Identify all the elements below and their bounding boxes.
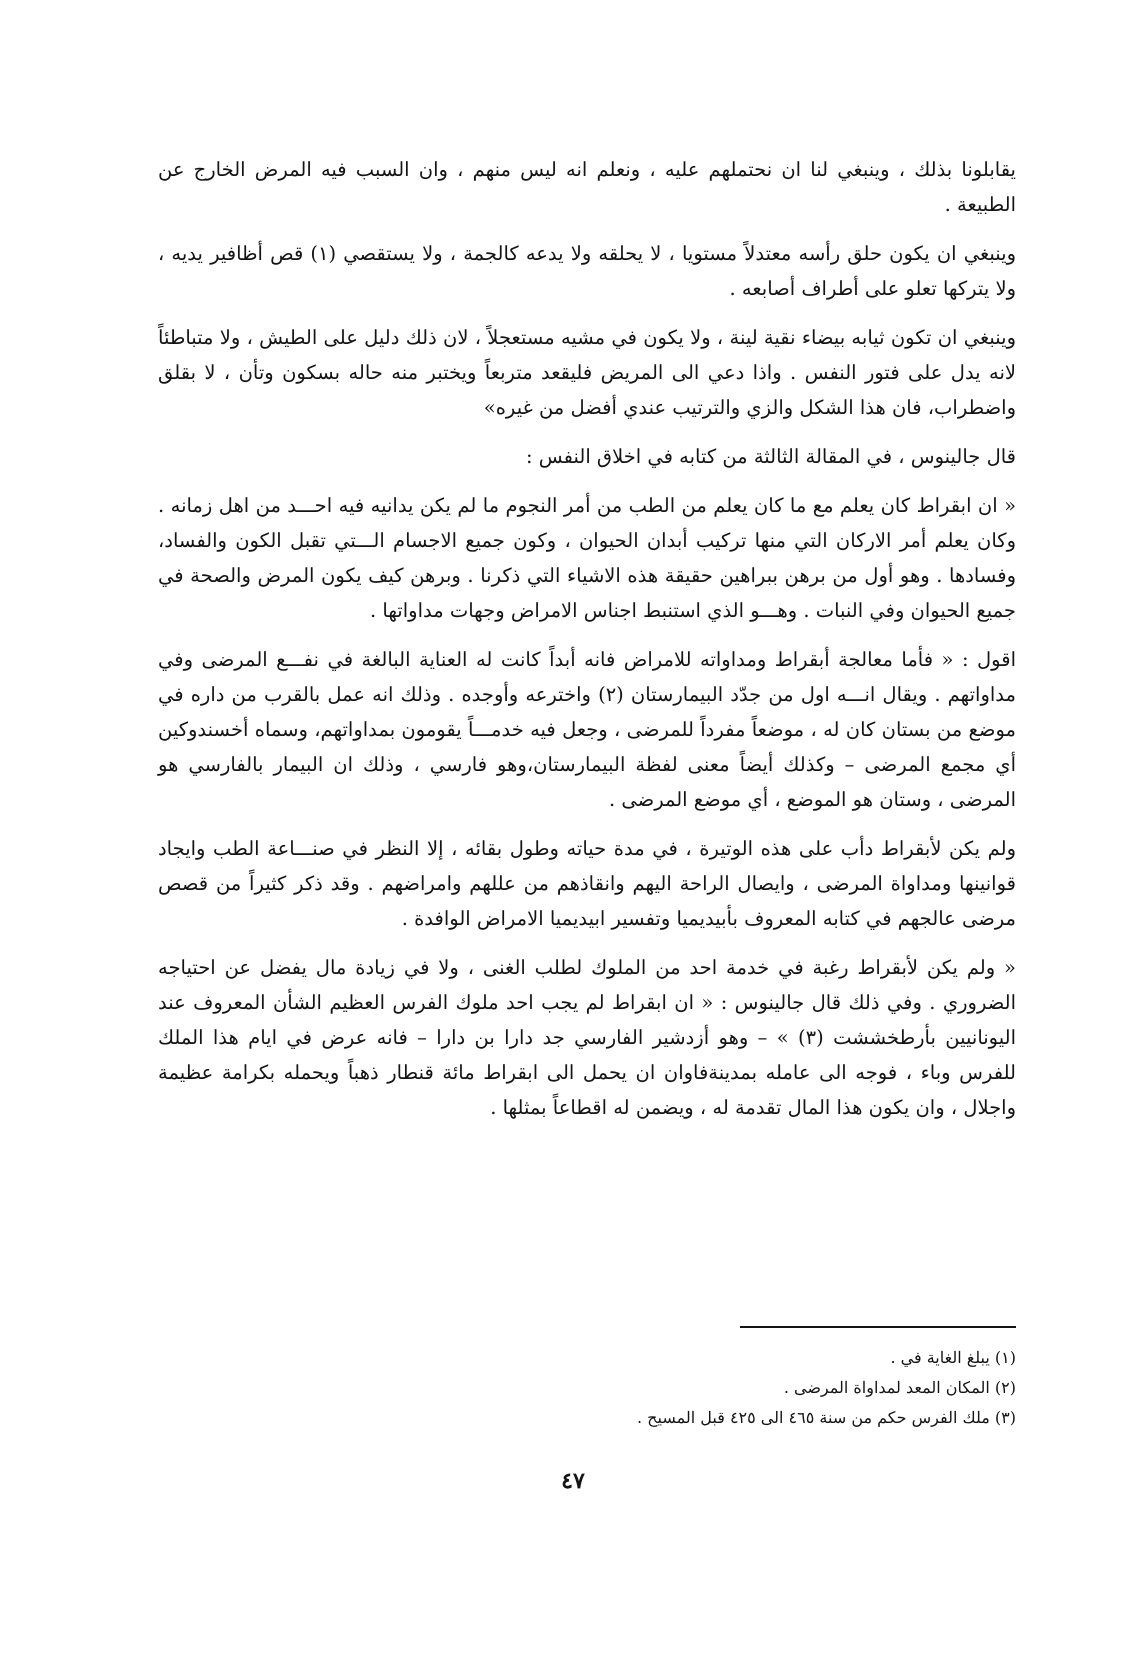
paragraph-6: اقول : « فأما معالجة أبقراط ومداواته للامراض فانه أبداً كانت له العناية البالغة في نفـــع المرضى وفي مداواتهم . ويقال انـــه اول من جدّد البيمارستان (٢) واخترعه وأوجده . وذلك انه عمل بالقرب من داره في موضع من بستان كان له ، موضعاً مفرداً للمرضى ، وجعل فيه خدمـــاً يقومون بمداواتهم، وسماه أخسندوكين أي مجمع المرضى – وكذلك أيضاً معنى لفظة البيمارستان،وهو فارسي ، وذلك ان البيمار بالفارسي هو المرضى ، وستان هو الموضع ، أي موضع المرضى . [158,648,1016,811]
footnote-1: (١) يبلغ الغاية في . [890,1348,1016,1367]
footnotes [560,1343,1016,1433]
main-text [158,152,1016,1139]
paragraph-8: « ولم يكن لأبقراط رغبة في خدمة احد من الملوك لطلب الغنى ، ولا في زيادة مال يفضل عن احتياجه الضروري . وفي ذلك قال جالينوس : « ان ابقراط لم يجب احد ملوك الفرس العظيم الشأن المعروف عند اليونانيين بأرطخششت (٣) » – وهو أزدشير الفارسي جد دارا بن دارا – فانه عرض في ايام هذا الملك للفرس وباء ، فوجه الى عامله بمدينةفاوان ان يحمل الى ابقراط مائة قنطار ذهباً ويحمله بكرامة عظيمة واجلال ، وان يكون هذا المال تقدمة له ، ويضمن له اقطاعاً بمثلها . [158,956,1017,1119]
paragraph-3: وينبغي ان تكون ثيابه بيضاء نقية لينة ، ولا يكون في مشيه مستعجلاً ، لان ذلك دليل على الطيش ، ولا متباطئاً لانه يدل على فتور النفس . واذا دعي الى المريض فليقعد متربعاً ويختبر منه حاله بسكون وتأن ، لا بقلق واضطراب، فان هذا الشكل والزي والترتيب عندي أفضل من غيره» [158,326,1016,419]
footnote-2: (٢) المكان المعد لمداواة المرضى . [783,1378,1016,1397]
paragraph-1: يقابلونا بذلك ، وينبغي لنا ان نحتملهم عليه ، ونعلم انه ليس منهم ، وان السبب فيه المرض الخارج عن الطبيعة . [158,158,1016,216]
page-number: ٤٧ [561,1468,585,1494]
paragraph-4: قال جالينوس ، في المقالة الثالثة من كتابه في اخلاق النفس : [526,445,1016,468]
footnote-divider [740,1326,1016,1328]
paragraph-5: « ان ابقراط كان يعلم مع ما كان يعلم من الطب من أمر النجوم ما لم يكن يدانيه فيه احـــد من اهل زمانه . وكان يعلم أمر الاركان التي منها تركيب أبدان الحيوان ، وكون جميع الاجسام الـــتي تقبل الكون والفساد، وفسادها . وهو أول من برهن ببراهين حقيقة هذه الاشياء التي ذكرنا . وبرهن كيف يكون المرض والصحة في جميع الحيوان وفي النبات . وهـــو الذي استنبط اجناس الامراض وجهات مداواتها . [158,494,1016,622]
paragraph-7: ولم يكن لأبقراط دأب على هذه الوتيرة ، في مدة حياته وطول بقائه ، إلا النظر في صنـــاعة الطب وايجاد قوانينها ومداواة المرضى ، وايصال الراحة اليهم وانقاذهم من عللهم وامراضهم . وقد ذكر كثيراً من قصص مرضى عالجهم في كتابه المعروف بأبيديميا وتفسير ابيديميا الامراض الوافدة . [158,837,1016,930]
paragraph-2: وينبغي ان يكون حلق رأسه معتدلاً مستويا ، لا يحلقه ولا يدعه كالجمة ، ولا يستقصي (١) قص أظافير يديه ، ولا يتركها تعلو على أطراف أصابعه . [158,242,1017,300]
footnote-3: (٣) ملك الفرس حكم من سنة ٤٦٥ الى ٤٢٥ قبل المسيح . [637,1408,1016,1427]
